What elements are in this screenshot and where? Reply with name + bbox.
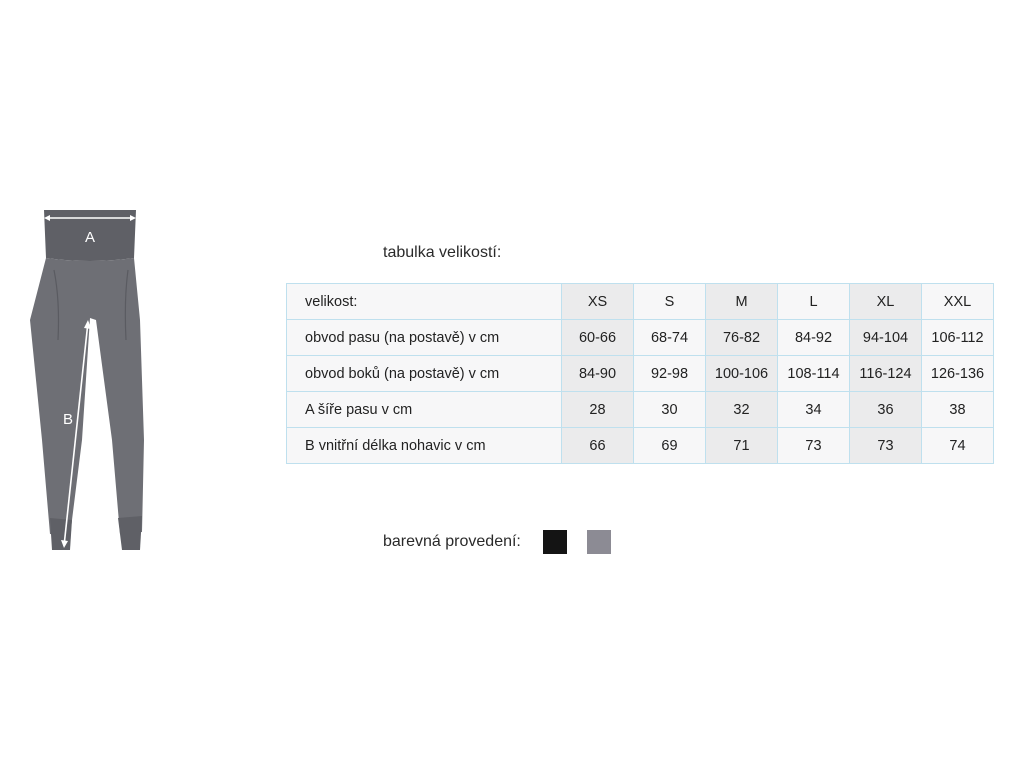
table-row	[287, 356, 994, 392]
table-cell: 116-124	[850, 356, 922, 392]
table-row	[287, 428, 994, 464]
label-b: B	[62, 411, 74, 428]
size-header: S	[634, 284, 706, 320]
pants-illustration	[20, 200, 170, 560]
table-row	[287, 320, 994, 356]
table-cell: 74	[922, 428, 994, 464]
table-cell: 76-82	[706, 320, 778, 356]
table-cell: 34	[778, 392, 850, 428]
table-header-row	[287, 284, 994, 320]
table-cell: 28	[562, 392, 634, 428]
size-header: XXL	[922, 284, 994, 320]
table-cell: 100-106	[706, 356, 778, 392]
row-label: obvod pasu (na postavě) v cm	[287, 320, 562, 356]
table-cell: 68-74	[634, 320, 706, 356]
table-cell: 73	[778, 428, 850, 464]
table-cell: 108-114	[778, 356, 850, 392]
row-label: obvod boků (na postavě) v cm	[287, 356, 562, 392]
colors-label: barevná provedení:	[383, 533, 521, 550]
table-cell: 126-136	[922, 356, 994, 392]
table-row	[287, 392, 994, 428]
size-header: XS	[562, 284, 634, 320]
table-cell: 38	[922, 392, 994, 428]
size-header: L	[778, 284, 850, 320]
pants-diagram	[20, 200, 170, 560]
table-cell: 73	[850, 428, 922, 464]
pants-body	[30, 258, 144, 536]
table-cell: 92-98	[634, 356, 706, 392]
table-cell: 84-92	[778, 320, 850, 356]
table-cell: 66	[562, 428, 634, 464]
color-swatch-grey[interactable]	[587, 530, 611, 554]
table-cell: 69	[634, 428, 706, 464]
label-a: A	[84, 229, 96, 246]
table-cell: 106-112	[922, 320, 994, 356]
table-cell: 32	[706, 392, 778, 428]
table-cell: 60-66	[562, 320, 634, 356]
color-options	[383, 530, 611, 554]
table-cell: 30	[634, 392, 706, 428]
color-swatch-black[interactable]	[543, 530, 567, 554]
size-header: XL	[850, 284, 922, 320]
size-table	[286, 283, 994, 464]
size-header: M	[706, 284, 778, 320]
table-cell: 71	[706, 428, 778, 464]
table-cell: 94-104	[850, 320, 922, 356]
header-label: velikost:	[287, 284, 562, 320]
left-cuff	[50, 518, 72, 550]
row-label: A šíře pasu v cm	[287, 392, 562, 428]
table-cell: 36	[850, 392, 922, 428]
table-cell: 84-90	[562, 356, 634, 392]
row-label: B vnitřní délka nohavic v cm	[287, 428, 562, 464]
table-title: tabulka velikostí:	[383, 244, 502, 261]
right-cuff	[118, 516, 142, 550]
